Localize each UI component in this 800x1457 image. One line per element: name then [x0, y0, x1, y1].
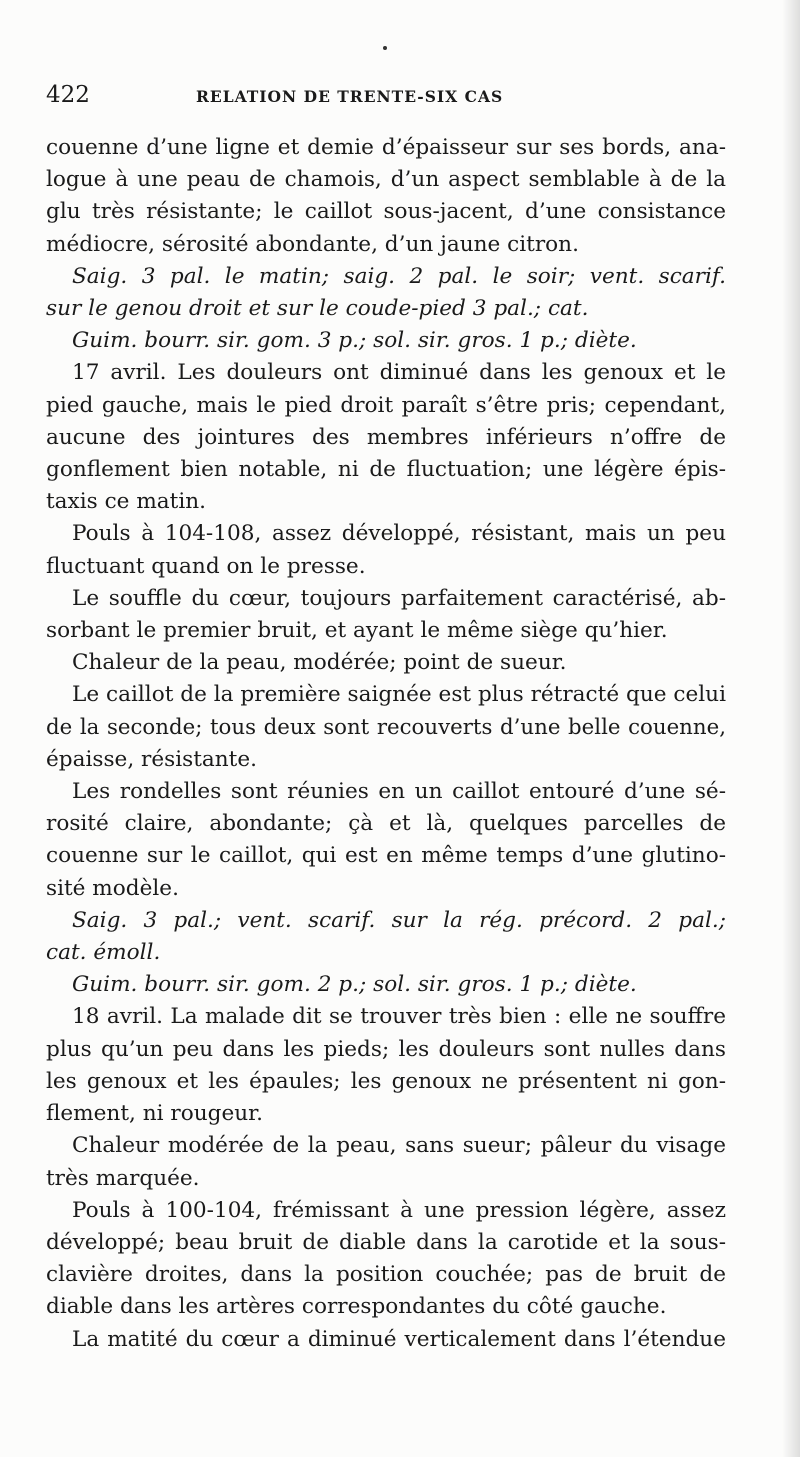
text-line: clavière droites, dans la position couchée; pas de bruit de: [46, 1262, 726, 1288]
text-line: couenne d’une ligne et demie d’épaisseur sur ses bords, ana-: [46, 135, 726, 160]
text-line: cat. émoll.: [46, 940, 161, 966]
text-line: développé; beau bruit de diable dans la carotide et la sous-: [46, 1229, 726, 1255]
text-line: Chaleur modérée de la peau, sans sueur; pâleur du visage: [72, 1133, 726, 1159]
text-paragraph: [46, 1195, 726, 1324]
text-line: fluctuant quand on le presse.: [46, 553, 366, 579]
text-line: de la seconde; tous deux sont recouverts d’une belle couenne,: [46, 714, 726, 740]
text-line: épaisse, résistante.: [46, 746, 258, 772]
prescription-paragraph: [46, 261, 726, 325]
text-line: Chaleur de la peau, modérée; point de sueur.: [72, 650, 567, 676]
text-line: taxis ce matin.: [46, 489, 207, 515]
page-body: [46, 132, 726, 1356]
text-line: plus qu’un peu dans les pieds; les douleurs sont nulles dans: [46, 1036, 726, 1062]
text-paragraph: [46, 776, 726, 905]
text-line: 18 avril. La malade dit se trouver très bien : elle ne souffre: [72, 1004, 726, 1030]
prescription-paragraph: [46, 905, 726, 969]
text-paragraph: [46, 1324, 726, 1356]
text-line: Pouls à 104-108, assez développé, résistant, mais un peu: [72, 521, 726, 547]
text-paragraph: [46, 583, 726, 647]
text-paragraph: [46, 679, 726, 776]
print-speck: [383, 46, 387, 50]
text-line: 17 avril. Les douleurs ont diminué dans les genoux et le: [72, 360, 726, 386]
text-line: Le caillot de la première saignée est plus rétracté que celui: [72, 682, 726, 708]
page-header: [46, 82, 740, 120]
text-line: Saig. 3 pal.; vent. scarif. sur la rég. précord. 2 pal.;: [72, 907, 726, 933]
text-line: Guim. bourr. sir. gom. 2 p.; sol. sir. gros. 1 p.; diète.: [72, 972, 637, 998]
running-head: RELATION DE TRENTE-SIX CAS: [196, 87, 504, 106]
text-line: pied gauche, mais le pied droit paraît s’être pris; cependant,: [46, 392, 726, 418]
text-line: aucune des jointures des membres inférieurs n’offre de: [46, 424, 726, 450]
text-paragraph: [46, 647, 726, 679]
text-line: La matité du cœur a diminué verticalement dans l’étendue: [72, 1326, 726, 1352]
text-line: flement, ni rougeur.: [46, 1101, 263, 1127]
prescription-paragraph: [46, 325, 726, 357]
text-paragraph: [46, 357, 726, 518]
text-line: sorbant le premier bruit, et ayant le même siège qu’hier.: [46, 618, 668, 644]
text-line: médiocre, sérosité abondante, d’un jaune citron.: [46, 231, 579, 257]
text-line: Saig. 3 pal. le matin; saig. 2 pal. le soir; vent. scarif.: [72, 263, 726, 289]
text-line: rosité claire, abondante; çà et là, quelques parcelles de: [46, 811, 726, 837]
text-line: diable dans les artères correspondantes du côté gauche.: [46, 1294, 667, 1320]
text-line: logue à une peau de chamois, d’un aspect semblable à de la: [46, 167, 726, 193]
text-paragraph: [46, 1001, 726, 1130]
text-paragraph: [46, 1130, 726, 1194]
text-line: couenne sur le caillot, qui est en même temps d’une glutino-: [46, 843, 726, 869]
text-line: très marquée.: [46, 1165, 200, 1191]
text-line: sur le genou droit et sur le coude-pied 3 pal.; cat.: [46, 296, 589, 322]
text-line: Guim. bourr. sir. gom. 3 p.; sol. sir. gros. 1 p.; diète.: [72, 328, 637, 354]
text-line: Les rondelles sont réunies en un caillot entouré d’une sé-: [72, 779, 726, 805]
text-line: Le souffle du cœur, toujours parfaitement caractérisé, ab-: [72, 585, 726, 611]
text-line: sité modèle.: [46, 875, 179, 901]
text-paragraph: [46, 132, 726, 261]
text-paragraph: [46, 518, 726, 582]
text-line: les genoux et les épaules; les genoux ne présentent ni gon-: [46, 1068, 726, 1094]
text-line: glu très résistante; le caillot sous-jacent, d’une consistance: [46, 199, 726, 225]
text-line: Pouls à 100-104, frémissant à une pression légère, assez: [72, 1197, 726, 1223]
text-line: gonflement bien notable, ni de fluctuation; une légère épis-: [46, 457, 726, 483]
prescription-paragraph: [46, 969, 726, 1001]
page-number: 422: [46, 82, 90, 108]
